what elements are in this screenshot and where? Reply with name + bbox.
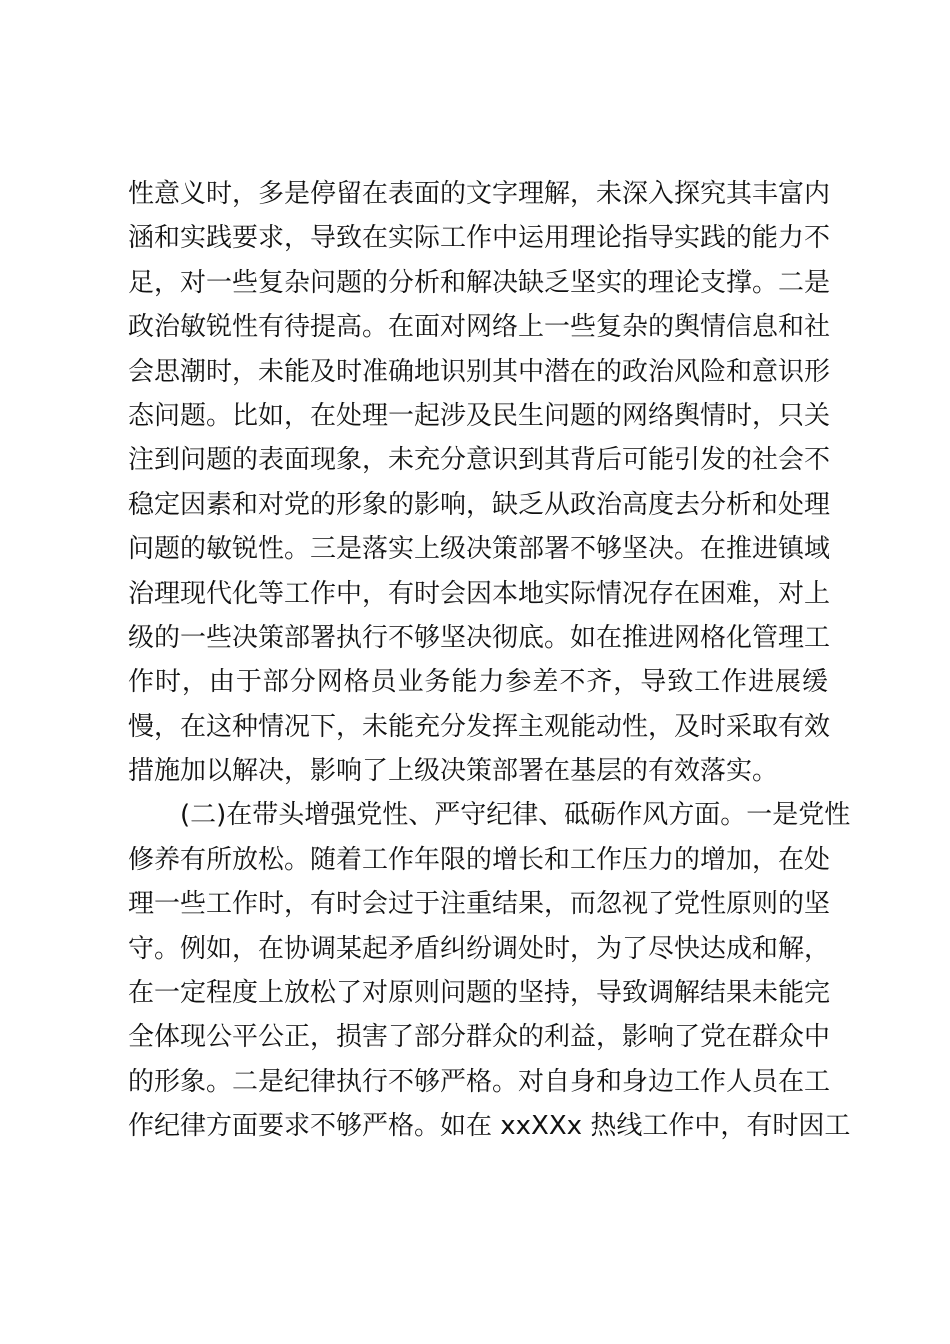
text-line: 在一定程度上放松了对原则问题的坚持，导致调解结果未能完	[128, 978, 831, 1009]
text-line: 问题的敏锐性。三是落实上级决策部署不够坚决。在推进镇域	[128, 534, 831, 565]
text-line: 态问题。比如，在处理一起涉及民生问题的网络舆情时，只关	[128, 400, 831, 431]
text-line: 稳定因素和对党的形象的影响，缺乏从政治高度去分析和处理	[128, 489, 831, 520]
paragraph-1	[128, 172, 831, 793]
text-line: 足，对一些复杂问题的分析和解决缺乏坚实的理论支撑。二是	[128, 267, 831, 298]
text-line: 治理现代化等工作中，有时会因本地实际情况存在困难，对上	[128, 578, 831, 609]
text-line: 的形象。二是纪律执行不够严格。对自身和身边工作人员在工	[128, 1066, 831, 1097]
text-line: 慢，在这种情况下，未能充分发挥主观能动性，及时采取有效	[128, 711, 831, 742]
document-body	[128, 172, 851, 1149]
text-line: 政治敏锐性有待提高。在面对网络上一些复杂的舆情信息和社	[128, 312, 831, 343]
text-line: 措施加以解决，影响了上级决策部署在基层的有效落实。	[128, 756, 779, 787]
text-line: 注到问题的表面现象，未充分意识到其背后可能引发的社会不	[128, 445, 831, 476]
text-line: 涵和实践要求，导致在实际工作中运用理论指导实践的能力不	[128, 223, 831, 254]
text-line: 作纪律方面要求不够严格。如在 xxXXx 热线工作中，有时因工	[128, 1111, 851, 1142]
text-line: 作时，由于部分网格员业务能力参差不齐，导致工作进展缓	[128, 667, 828, 698]
text-line: 会思潮时，未能及时准确地识别其中潜在的政治风险和意识形	[128, 356, 831, 387]
text-line: 守。例如，在协调某起矛盾纠纷调处时，为了尽快达成和解，	[128, 933, 831, 964]
text-line: 性意义时，多是停留在表面的文字理解，未深入探究其丰富内	[128, 179, 831, 209]
paragraph-2	[128, 793, 851, 1148]
text-line: 全体现公平公正，损害了部分群众的利益，影响了党在群众中	[128, 1022, 831, 1053]
text-line: 理一些工作时，有时会过于注重结果，而忽视了党性原则的坚	[128, 889, 831, 920]
text-line: 级的一些决策部署执行不够坚决彻底。如在推进网格化管理工	[128, 622, 831, 653]
text-line: (二)在带头增强党性、严守纪律、砥砺作风方面。一是党性	[180, 800, 851, 831]
text-line: 修养有所放松。随着工作年限的增长和工作压力的增加，在处	[128, 844, 831, 875]
